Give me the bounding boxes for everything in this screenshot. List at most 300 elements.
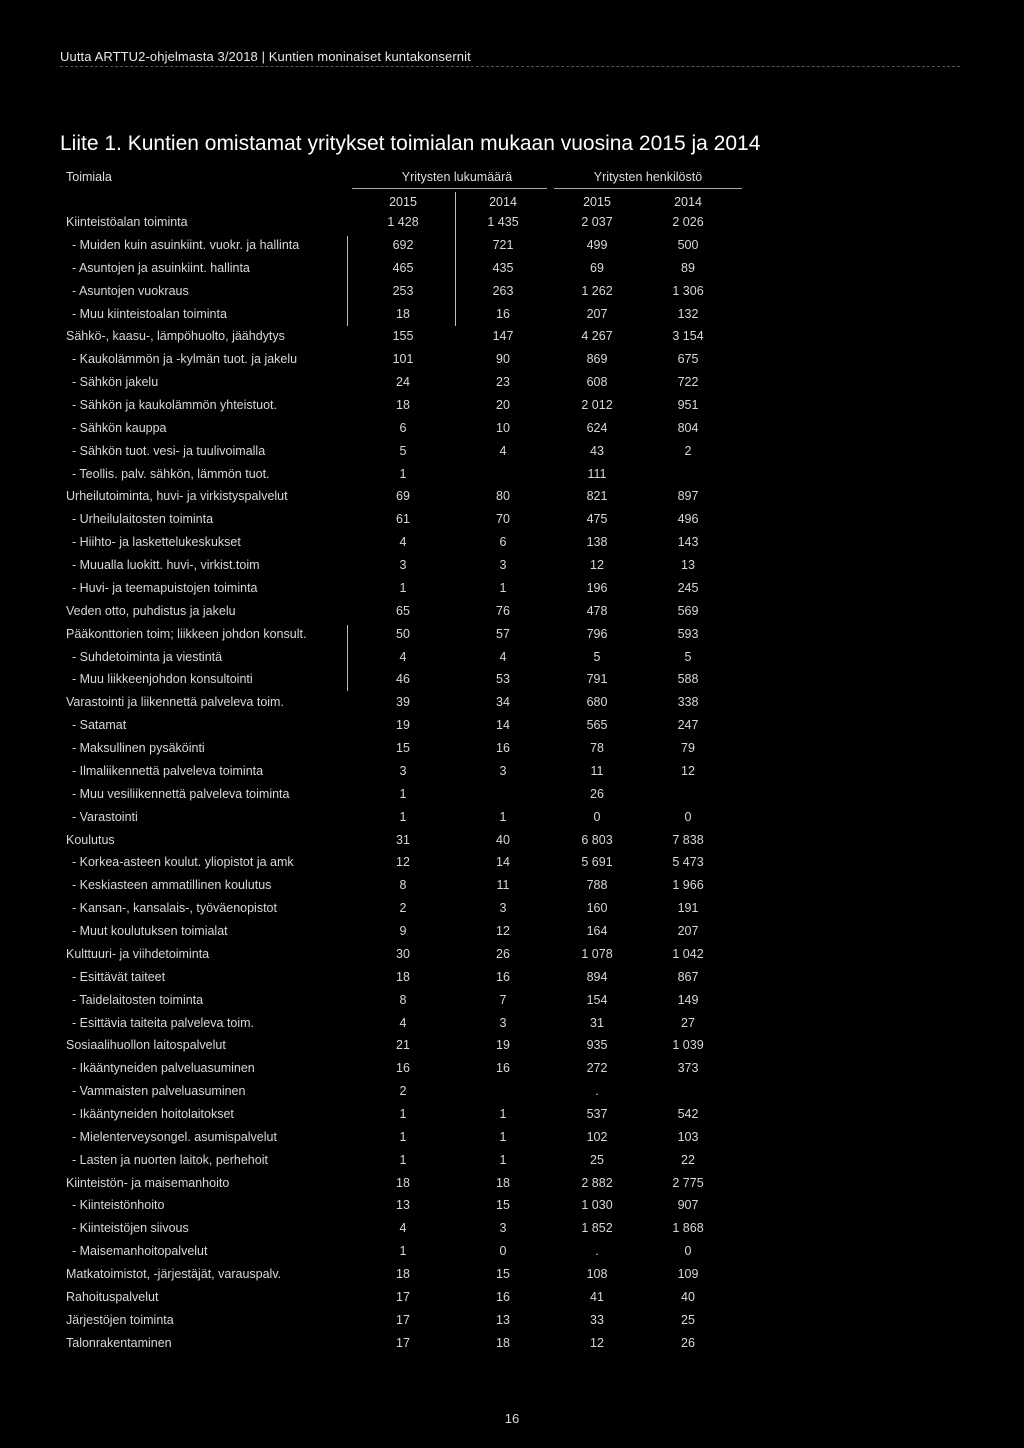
row-label: - Mielenterveysongel. asumispalvelut [72, 1129, 277, 1144]
table-row [0, 1061, 1024, 1083]
table-cell: 499 [586, 237, 608, 252]
table-cell: 18 [396, 398, 410, 412]
row-label: - Varastointi [72, 809, 138, 824]
table-row [0, 1016, 1024, 1038]
table-cell: 11 [590, 763, 604, 778]
table-cell: 2 882 [581, 1175, 613, 1190]
table-cell: 89 [681, 260, 695, 275]
table-cell: 26 [496, 946, 510, 961]
table-cell: 1 030 [581, 1198, 613, 1213]
table-cell: 935 [586, 1038, 608, 1053]
table-cell: 907 [677, 1198, 699, 1213]
table-cell: 33 [590, 1312, 604, 1327]
table-cell: 3 154 [672, 329, 704, 344]
table-cell: 16 [496, 741, 510, 755]
table-row [0, 855, 1024, 877]
table-row [0, 901, 1024, 923]
table-cell: 138 [586, 535, 608, 550]
table-cell: 79 [681, 741, 695, 755]
table-cell: 5 [593, 649, 601, 664]
table-cell: 897 [677, 489, 699, 504]
table-cell: 69 [396, 489, 410, 504]
table-cell: 1 042 [672, 946, 704, 961]
table-cell: 143 [677, 535, 699, 550]
table-cell: 867 [677, 969, 699, 984]
table-cell: 70 [496, 512, 510, 527]
table-cell: 253 [392, 283, 414, 298]
table-cell: 16 [396, 1061, 410, 1076]
table-cell: 608 [586, 375, 608, 390]
table-cell: 53 [496, 672, 510, 687]
table-cell: 3 [499, 1221, 507, 1236]
table-cell: 1 868 [672, 1221, 704, 1236]
table-cell: 16 [496, 306, 510, 321]
table-cell: 191 [677, 901, 699, 916]
table-cell: 3 [499, 901, 507, 916]
row-label: Rahoituspalvelut [66, 1289, 159, 1304]
table-cell: 272 [586, 1061, 608, 1076]
table-row [0, 444, 1024, 466]
table-cell: 30 [396, 946, 410, 961]
table-cell: 5 473 [672, 855, 704, 870]
table-cell: 155 [392, 329, 414, 344]
table-row [0, 581, 1024, 603]
table-cell: 3 [499, 763, 507, 778]
table-cell: 101 [392, 352, 414, 367]
row-label: - Maisemanhoitopalvelut [72, 1244, 208, 1259]
table-cell: 5 [399, 443, 407, 458]
table-cell: 18 [496, 1335, 510, 1350]
table-cell: 43 [590, 443, 604, 458]
row-label: - Sähkön jakelu [72, 375, 159, 390]
table-row [0, 1221, 1024, 1243]
row-label: - Asuntojen ja asuinkiint. hallinta [72, 260, 250, 275]
group-underline-henkilosto [554, 188, 742, 189]
table-row [0, 695, 1024, 717]
table-cell: 7 838 [672, 832, 704, 847]
table-cell: 15 [496, 1198, 510, 1213]
table-cell: 496 [677, 512, 699, 527]
table-cell: 3 [499, 1015, 507, 1030]
table-cell: 7 [499, 992, 507, 1007]
row-label: - Sähkön kauppa [72, 420, 167, 435]
row-label: - Muut koulutuksen toimialat [72, 924, 228, 938]
row-label: - Lasten ja nuorten laitok, perhehoit [72, 1152, 268, 1167]
table-cell: 40 [681, 1289, 695, 1304]
table-cell: 2 [684, 443, 692, 458]
table-cell: 2 037 [581, 215, 613, 229]
table-cell: 65 [396, 603, 410, 618]
table-row [0, 833, 1024, 855]
table-cell: 12 [590, 1335, 604, 1350]
row-label: - Muiden kuin asuinkiint. vuokr. ja hallinta [72, 237, 300, 252]
table-cell: 39 [396, 695, 410, 710]
table-cell: 17 [396, 1312, 410, 1327]
row-label: - Sähkön ja kaukolämmön yhteistuot. [72, 398, 277, 412]
row-label: - Vammaisten palveluasuminen [72, 1084, 246, 1099]
table-cell: 0 [684, 1244, 692, 1259]
table-cell: 721 [492, 237, 514, 252]
table-cell: 31 [396, 832, 410, 847]
table-row [0, 810, 1024, 832]
row-label: - Esittävät taiteet [72, 969, 166, 984]
table-cell: 13 [396, 1198, 410, 1213]
table-cell: 478 [586, 603, 608, 618]
row-label: - Teollis. palv. sähkön, lämmön tuot. [72, 466, 270, 481]
table-cell: 31 [590, 1015, 604, 1030]
row-label: - Urheilulaitosten toiminta [72, 512, 214, 527]
row-label: Kulttuuri- ja viihdetoiminta [66, 946, 210, 961]
table-cell: 1 [399, 580, 407, 595]
table-row [0, 970, 1024, 992]
table-cell: 34 [496, 695, 510, 710]
row-label: - Esittävia taiteita palveleva toim. [72, 1015, 255, 1030]
table-cell: 69 [590, 260, 604, 275]
table-cell: 207 [586, 306, 608, 321]
table-cell: 6 [499, 535, 507, 550]
table-cell: 16 [496, 1289, 510, 1304]
table-cell: 164 [586, 924, 608, 938]
table-cell: 1 [499, 580, 507, 595]
table-cell: 2 [399, 1084, 407, 1099]
row-label: - Hiihto- ja laskettelukeskukset [72, 535, 241, 550]
table-row [0, 878, 1024, 900]
table-cell: 15 [396, 741, 410, 755]
row-label: Varastointi ja liikennettä palveleva toim. [66, 695, 284, 710]
table-cell: 6 [399, 420, 407, 435]
table-cell: 111 [587, 466, 607, 481]
table-cell: 680 [586, 695, 608, 710]
table-cell: 40 [496, 832, 510, 847]
table-cell: 1 [499, 809, 507, 824]
table-cell: 46 [396, 672, 410, 687]
table-cell: 12 [590, 558, 604, 572]
table-cell: 196 [586, 580, 608, 595]
table-cell: 41 [590, 1289, 604, 1304]
table-cell: 18 [496, 1175, 510, 1190]
table-row [0, 215, 1024, 237]
table-cell: 245 [677, 580, 699, 595]
table-row [0, 1290, 1024, 1312]
table-cell: 24 [396, 375, 410, 390]
row-label: Pääkonttorien toim; liikkeen johdon konsult. [66, 626, 307, 641]
table-cell: 722 [677, 375, 699, 390]
table-cell: 475 [586, 512, 608, 527]
table-cell: 102 [586, 1129, 608, 1144]
row-label: - Maksullinen pysäköinti [72, 741, 205, 755]
table-cell: 18 [396, 1175, 410, 1190]
table-cell: 18 [396, 306, 410, 321]
table-cell: 57 [496, 626, 510, 641]
table-cell: 1 852 [581, 1221, 613, 1236]
table-cell: 692 [392, 237, 414, 252]
table-cell: 1 262 [581, 283, 613, 298]
table-cell: 27 [681, 1015, 695, 1030]
table-cell: 2 775 [672, 1175, 704, 1190]
row-label: Järjestöjen toiminta [66, 1312, 174, 1327]
row-label: - Huvi- ja teemapuistojen toiminta [72, 580, 258, 595]
table-cell: 25 [681, 1312, 695, 1327]
row-label: Koulutus [66, 832, 115, 847]
table-row [0, 421, 1024, 443]
table-row [0, 1244, 1024, 1266]
table-cell: 22 [681, 1152, 695, 1167]
row-label: - Korkea-asteen koulut. yliopistot ja amk [72, 855, 294, 870]
table-cell: . [595, 1244, 599, 1259]
table-cell: 12 [681, 763, 695, 778]
table-row [0, 1107, 1024, 1129]
table-cell: 3 [399, 558, 407, 572]
table-cell: 0 [684, 809, 692, 824]
table-cell: 160 [586, 901, 608, 916]
table-cell: 80 [496, 489, 510, 504]
table-cell: 61 [396, 512, 410, 527]
table-row [0, 764, 1024, 786]
row-label: - Taidelaitosten toiminta [72, 992, 204, 1007]
table-row [0, 284, 1024, 306]
table-cell: 4 [499, 443, 507, 458]
table-cell: 2 026 [672, 215, 704, 229]
table-cell: 17 [396, 1335, 410, 1350]
table-cell: 1 039 [672, 1038, 704, 1053]
row-label: Veden otto, puhdistus ja jakelu [66, 603, 236, 618]
table-cell: 6 803 [581, 832, 613, 847]
table-cell: 154 [586, 992, 608, 1007]
table-cell: 3 [499, 558, 507, 572]
row-label: Urheilutoiminta, huvi- ja virkistyspalvelut [66, 489, 288, 504]
table-cell: 15 [496, 1267, 510, 1281]
table-cell: 4 [399, 1015, 407, 1030]
table-cell: . [595, 1084, 599, 1099]
table-cell: 465 [392, 260, 414, 275]
table-cell: 1 306 [672, 283, 704, 298]
table-cell: 13 [496, 1312, 510, 1327]
table-row [0, 1336, 1024, 1358]
row-label: - Muualla luokitt. huvi-, virkist.toim [72, 558, 260, 572]
row-label: Kiinteistöalan toiminta [66, 215, 188, 229]
table-row [0, 604, 1024, 626]
table-row [0, 1267, 1024, 1289]
table-cell: 26 [681, 1335, 695, 1350]
table-cell: 821 [586, 489, 608, 504]
table-cell: 50 [396, 626, 410, 641]
table-cell: 16 [496, 1061, 510, 1076]
row-label: - Muu liikkeenjohdon konsultointi [72, 672, 253, 687]
table-cell: 103 [677, 1129, 699, 1144]
table-cell: 4 [399, 649, 407, 664]
table-cell: 588 [677, 672, 699, 687]
table-cell: 11 [496, 878, 510, 893]
table-cell: 5 [684, 649, 692, 664]
table-cell: 1 [499, 1129, 507, 1144]
column-header-year: 2015 [389, 195, 417, 209]
table-cell: 16 [496, 969, 510, 984]
table-cell: 5 691 [581, 855, 613, 870]
table-cell: 25 [590, 1152, 604, 1167]
table-cell: 1 [499, 1106, 507, 1121]
row-label: - Kaukolämmön ja -kylmän tuot. ja jakelu [72, 352, 298, 367]
table-row [0, 558, 1024, 580]
table-cell: 1 428 [387, 215, 419, 229]
table-cell: 109 [677, 1267, 699, 1281]
table-cell: 23 [496, 375, 510, 390]
table-cell: 951 [677, 398, 699, 412]
table-cell: 132 [677, 306, 699, 321]
table-cell: 1 966 [672, 878, 704, 893]
table-cell: 263 [492, 283, 514, 298]
table-cell: 4 [399, 1221, 407, 1236]
table-cell: 14 [496, 718, 510, 733]
table-row [0, 1176, 1024, 1198]
table-cell: 207 [677, 924, 699, 938]
table-row [0, 1038, 1024, 1060]
row-label: - Satamat [72, 718, 127, 733]
column-header-year: 2014 [674, 195, 702, 209]
table-cell: 18 [396, 1267, 410, 1281]
table-row [0, 1130, 1024, 1152]
table-row [0, 1153, 1024, 1175]
table-cell: 1 [399, 1106, 407, 1121]
row-label: Talonrakentaminen [66, 1335, 172, 1350]
table-cell: 565 [586, 718, 608, 733]
row-label: - Ikääntyneiden palveluasuminen [72, 1061, 255, 1076]
table-cell: 4 [499, 649, 507, 664]
table-cell: 8 [399, 992, 407, 1007]
table-row [0, 787, 1024, 809]
table-cell: 1 [399, 786, 407, 801]
table-row [0, 329, 1024, 351]
table-row [0, 307, 1024, 329]
table-cell: 10 [496, 420, 510, 435]
table-cell: 13 [681, 558, 695, 572]
row-label: Sosiaalihuollon laitospalvelut [66, 1038, 226, 1053]
column-header-year: 2015 [583, 195, 611, 209]
table-cell: 791 [586, 672, 608, 687]
table-cell: 12 [396, 855, 410, 870]
table-cell: 8 [399, 878, 407, 893]
row-label: - Muu kiinteistoalan toiminta [72, 306, 227, 321]
table-row [0, 261, 1024, 283]
table-cell: 0 [499, 1244, 507, 1259]
table-cell: 78 [590, 741, 604, 755]
table-row [0, 1198, 1024, 1220]
table-cell: 542 [677, 1106, 699, 1121]
row-label: Sähkö-, kaasu-, lämpöhuolto, jäähdytys [66, 329, 285, 344]
row-label: - Muu vesiliikennettä palveleva toiminta [72, 786, 290, 801]
table-row [0, 238, 1024, 260]
table-row [0, 1313, 1024, 1335]
table-cell: 675 [677, 352, 699, 367]
row-label: - Kiinteistöjen siivous [72, 1221, 189, 1236]
table-cell: 18 [396, 969, 410, 984]
column-header-year: 2014 [489, 195, 517, 209]
page-number: 16 [504, 1411, 520, 1426]
table-cell: 338 [677, 695, 699, 710]
table-row [0, 512, 1024, 534]
table-row [0, 672, 1024, 694]
table-cell: 0 [593, 809, 601, 824]
table-row [0, 947, 1024, 969]
row-label: - Asuntojen vuokraus [72, 283, 189, 298]
table-cell: 4 [399, 535, 407, 550]
table-cell: 1 [399, 1244, 407, 1259]
table-row [0, 718, 1024, 740]
table-row [0, 467, 1024, 489]
table-cell: 2 [399, 901, 407, 916]
table-cell: 1 [399, 809, 407, 824]
table-cell: 1 [499, 1152, 507, 1167]
table-cell: 17 [396, 1289, 410, 1304]
table-cell: 894 [586, 969, 608, 984]
table-cell: 21 [396, 1038, 410, 1053]
row-label: - Suhdetoiminta ja viestintä [72, 649, 223, 664]
table-cell: 19 [396, 718, 410, 733]
table-cell: 537 [586, 1106, 608, 1121]
page-title: Liite 1. Kuntien omistamat yritykset toimialan mukaan vuosina 2015 ja 2014 [60, 132, 761, 156]
table-row [0, 352, 1024, 374]
row-label: - Kiinteistönhoito [72, 1198, 165, 1213]
row-label: - Keskiasteen ammatillinen koulutus [72, 878, 272, 893]
table-cell: 804 [677, 420, 699, 435]
table-row [0, 398, 1024, 420]
table-row [0, 627, 1024, 649]
table-cell: 14 [496, 855, 510, 870]
table-cell: 569 [677, 603, 699, 618]
running-header: Uutta ARTTU2-ohjelmasta 3/2018 | Kuntien moninaiset kuntakonsernit [60, 49, 471, 64]
table-row [0, 924, 1024, 946]
column-group-henkilosto: Yritysten henkilöstö [593, 170, 703, 184]
table-cell: 435 [492, 260, 514, 275]
row-label: - Ilmaliikennettä palveleva toiminta [72, 763, 264, 778]
table-cell: 1 [399, 1129, 407, 1144]
table-cell: 108 [586, 1267, 608, 1281]
table-row [0, 1084, 1024, 1106]
group-underline-lukumaara [352, 188, 547, 189]
table-cell: 500 [677, 237, 699, 252]
table-cell: 76 [496, 603, 510, 618]
row-label: - Kansan-, kansalais-, työväenopistot [72, 901, 277, 916]
table-cell: 796 [586, 626, 608, 641]
table-cell: 147 [492, 329, 514, 344]
table-cell: 4 267 [581, 329, 613, 344]
table-cell: 9 [399, 924, 407, 938]
table-cell: 2 012 [581, 398, 613, 412]
table-cell: 1 [399, 1152, 407, 1167]
table-row [0, 489, 1024, 511]
table-cell: 19 [496, 1038, 510, 1053]
column-header-toimiala: Toimiala [66, 170, 112, 184]
table-cell: 1 078 [581, 946, 613, 961]
table-cell: 149 [677, 992, 699, 1007]
table-row [0, 535, 1024, 557]
row-label: Matkatoimistot, -järjestäjät, varauspalv. [66, 1267, 282, 1281]
table-cell: 12 [496, 924, 510, 938]
table-cell: 3 [399, 763, 407, 778]
table-row [0, 375, 1024, 397]
table-cell: 26 [590, 786, 604, 801]
table-cell: 1 [399, 466, 407, 481]
table-cell: 247 [677, 718, 699, 733]
table-cell: 1 435 [487, 215, 519, 229]
table-cell: 788 [586, 878, 608, 893]
table-cell: 90 [496, 352, 510, 367]
row-label: Kiinteistön- ja maisemanhoito [66, 1175, 230, 1190]
table-cell: 373 [677, 1061, 699, 1076]
table-row [0, 741, 1024, 763]
column-group-lukumaara: Yritysten lukumäärä [401, 170, 513, 184]
table-cell: 20 [496, 398, 510, 412]
table-row [0, 650, 1024, 672]
